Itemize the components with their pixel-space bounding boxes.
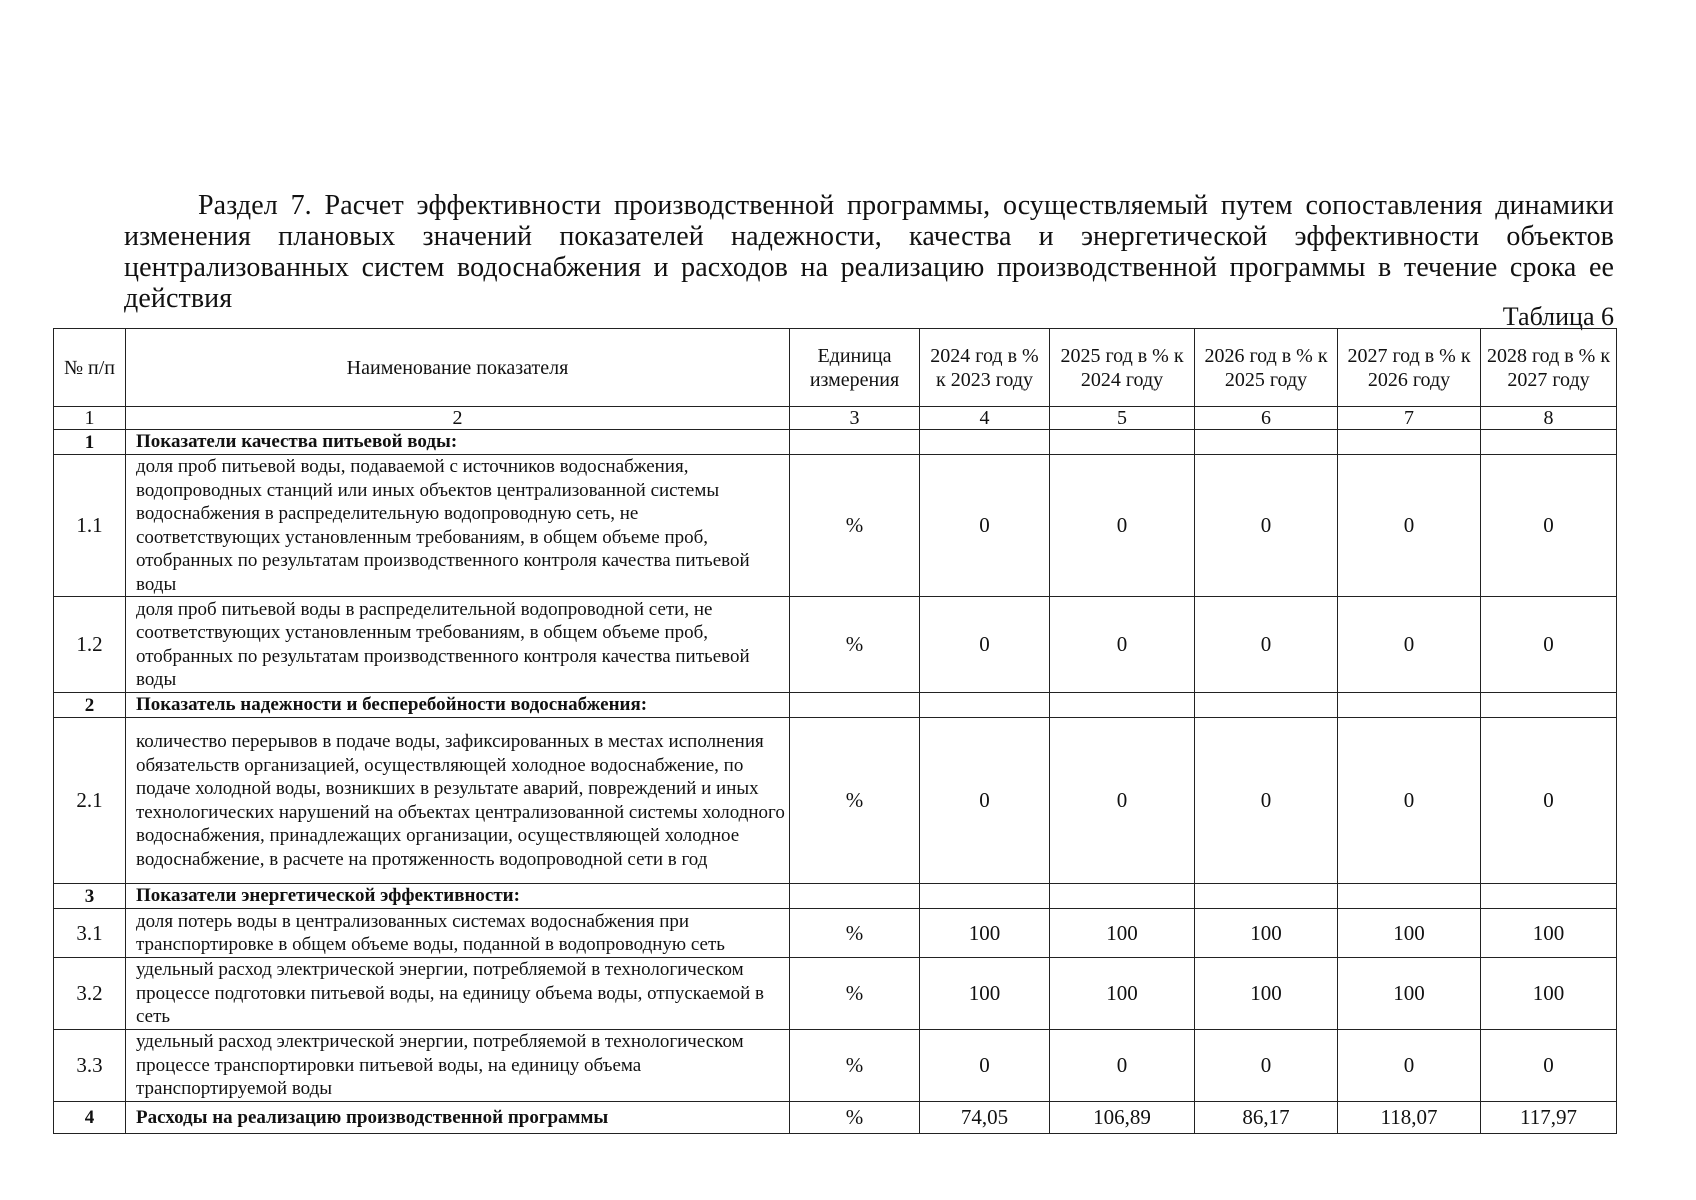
value-cell xyxy=(1338,693,1481,718)
header-cell: 2027 год в % к 2026 году xyxy=(1338,329,1481,407)
section-title: Раздел 7. Расчет эффективности производственной программы, осуществляемый путем сопоставления динамики изменения плановых значений показателей надежности, качества и энергетической эффективности объектов централизованных систем водоснабжения и расходов на реализацию производственной программы в течение срока ее действия xyxy=(124,190,1614,314)
value-cell xyxy=(1050,430,1195,455)
row-number: 3 xyxy=(54,884,126,909)
table-row xyxy=(54,455,1617,597)
value-cell: 0 xyxy=(920,597,1050,693)
value-cell: 74,05 xyxy=(920,1102,1050,1134)
table-row xyxy=(54,909,1617,958)
value-cell: 0 xyxy=(920,718,1050,884)
unit-cell xyxy=(790,693,920,718)
value-cell xyxy=(920,693,1050,718)
column-number: 8 xyxy=(1481,407,1617,430)
value-cell xyxy=(1481,430,1617,455)
indicator-name: удельный расход электрической энергии, потребляемой в технологическом процессе транспортировки питьевой воды, на единицу объема транспортируемой воды xyxy=(126,1030,790,1102)
value-cell: 0 xyxy=(1050,718,1195,884)
value-cell: 0 xyxy=(1050,597,1195,693)
indicators-table xyxy=(53,328,1617,1134)
value-cell: 118,07 xyxy=(1338,1102,1481,1134)
value-cell: 86,17 xyxy=(1195,1102,1338,1134)
value-cell: 0 xyxy=(1050,455,1195,597)
header-cell: 2025 год в % к 2024 году xyxy=(1050,329,1195,407)
row-number: 2 xyxy=(54,693,126,718)
value-cell: 0 xyxy=(1195,718,1338,884)
unit-cell: % xyxy=(790,958,920,1030)
column-number: 6 xyxy=(1195,407,1338,430)
header-row xyxy=(54,329,1617,407)
column-number: 7 xyxy=(1338,407,1481,430)
value-cell: 0 xyxy=(1195,597,1338,693)
value-cell: 0 xyxy=(1338,1030,1481,1102)
section-row xyxy=(54,884,1617,909)
table-row xyxy=(54,718,1617,884)
value-cell: 0 xyxy=(1481,718,1617,884)
unit-cell: % xyxy=(790,597,920,693)
row-number: 1 xyxy=(54,430,126,455)
indicator-name: доля проб питьевой воды в распределительной водопроводной сети, не соответствующих установленным требованиям, в общем объеме проб, отобранных по результатам производственного контроля качества питьевой воды xyxy=(126,597,790,693)
row-number: 3.1 xyxy=(54,909,126,958)
indicator-name: количество перерывов в подаче воды, зафиксированных в местах исполнения обязательств организацией, осуществляющей холодное водоснабжение, по подаче холодной воды, возникших в результате аварий, повреждений и иных технологических нарушений на объектах централизованной системы холодного водоснабжения, принадлежащих организации, осуществляющей холодное водоснабжение, в расчете на протяженность водопроводной сети в год xyxy=(126,718,790,884)
table-row xyxy=(54,1102,1617,1134)
column-number: 1 xyxy=(54,407,126,430)
value-cell: 100 xyxy=(1050,958,1195,1030)
value-cell: 100 xyxy=(1195,958,1338,1030)
unit-cell: % xyxy=(790,1030,920,1102)
header-cell: Единица измерения xyxy=(790,329,920,407)
value-cell: 100 xyxy=(920,958,1050,1030)
value-cell xyxy=(920,884,1050,909)
value-cell: 0 xyxy=(920,1030,1050,1102)
value-cell: 100 xyxy=(1195,909,1338,958)
column-number: 4 xyxy=(920,407,1050,430)
value-cell: 0 xyxy=(1195,455,1338,597)
row-number: 3.3 xyxy=(54,1030,126,1102)
value-cell xyxy=(1195,430,1338,455)
header-cell: Наименование показателя xyxy=(126,329,790,407)
value-cell xyxy=(1338,884,1481,909)
value-cell: 100 xyxy=(920,909,1050,958)
column-number: 5 xyxy=(1050,407,1195,430)
value-cell: 100 xyxy=(1481,909,1617,958)
indicator-name: Показатель надежности и бесперебойности водоснабжения: xyxy=(126,693,790,718)
unit-cell: % xyxy=(790,1102,920,1134)
header-cell: 2026 год в % к 2025 году xyxy=(1195,329,1338,407)
indicator-name: Расходы на реализацию производственной программы xyxy=(126,1102,790,1134)
value-cell xyxy=(1050,693,1195,718)
indicator-name: удельный расход электрической энергии, потребляемой в технологическом процессе подготовки питьевой воды, на единицу объема воды, отпускаемой в сеть xyxy=(126,958,790,1030)
value-cell xyxy=(1481,884,1617,909)
indicator-name: Показатели энергетической эффективности: xyxy=(126,884,790,909)
unit-cell xyxy=(790,430,920,455)
row-number: 3.2 xyxy=(54,958,126,1030)
unit-cell: % xyxy=(790,718,920,884)
indicator-name: доля проб питьевой воды, подаваемой с источников водоснабжения, водопроводных станций или иных объектов централизованной системы водоснабжения в распределительную водопроводную сеть, не соответствующих установленным требованиям, в общем объеме проб, отобранных по результатам производственного контроля качества питьевой воды xyxy=(126,455,790,597)
unit-cell: % xyxy=(790,455,920,597)
value-cell: 0 xyxy=(920,455,1050,597)
column-number: 3 xyxy=(790,407,920,430)
unit-cell xyxy=(790,884,920,909)
header-cell: 2024 год в % к 2023 году xyxy=(920,329,1050,407)
table-row xyxy=(54,1030,1617,1102)
header-cell: 2028 год в % к 2027 году xyxy=(1481,329,1617,407)
section-row xyxy=(54,693,1617,718)
table-row xyxy=(54,597,1617,693)
indicator-name: доля потерь воды в централизованных системах водоснабжения при транспортировке в общем объеме воды, поданной в водопроводную сеть xyxy=(126,909,790,958)
row-number: 1.1 xyxy=(54,455,126,597)
value-cell: 0 xyxy=(1481,597,1617,693)
table-row xyxy=(54,958,1617,1030)
table-label: Таблица 6 xyxy=(1502,302,1614,331)
value-cell: 106,89 xyxy=(1050,1102,1195,1134)
row-number: 1.2 xyxy=(54,597,126,693)
value-cell: 117,97 xyxy=(1481,1102,1617,1134)
column-number-row xyxy=(54,407,1617,430)
value-cell: 0 xyxy=(1481,455,1617,597)
value-cell xyxy=(1195,693,1338,718)
value-cell: 100 xyxy=(1481,958,1617,1030)
indicator-name: Показатели качества питьевой воды: xyxy=(126,430,790,455)
value-cell: 0 xyxy=(1338,455,1481,597)
value-cell xyxy=(1338,430,1481,455)
value-cell: 100 xyxy=(1338,958,1481,1030)
value-cell: 0 xyxy=(1050,1030,1195,1102)
value-cell: 0 xyxy=(1481,1030,1617,1102)
value-cell xyxy=(1195,884,1338,909)
unit-cell: % xyxy=(790,909,920,958)
row-number: 2.1 xyxy=(54,718,126,884)
header-cell: № п/п xyxy=(54,329,126,407)
value-cell xyxy=(1050,884,1195,909)
value-cell: 0 xyxy=(1195,1030,1338,1102)
value-cell xyxy=(920,430,1050,455)
section-row xyxy=(54,430,1617,455)
value-cell: 100 xyxy=(1338,909,1481,958)
column-number: 2 xyxy=(126,407,790,430)
value-cell: 0 xyxy=(1338,718,1481,884)
row-number: 4 xyxy=(54,1102,126,1134)
value-cell xyxy=(1481,693,1617,718)
value-cell: 0 xyxy=(1338,597,1481,693)
value-cell: 100 xyxy=(1050,909,1195,958)
